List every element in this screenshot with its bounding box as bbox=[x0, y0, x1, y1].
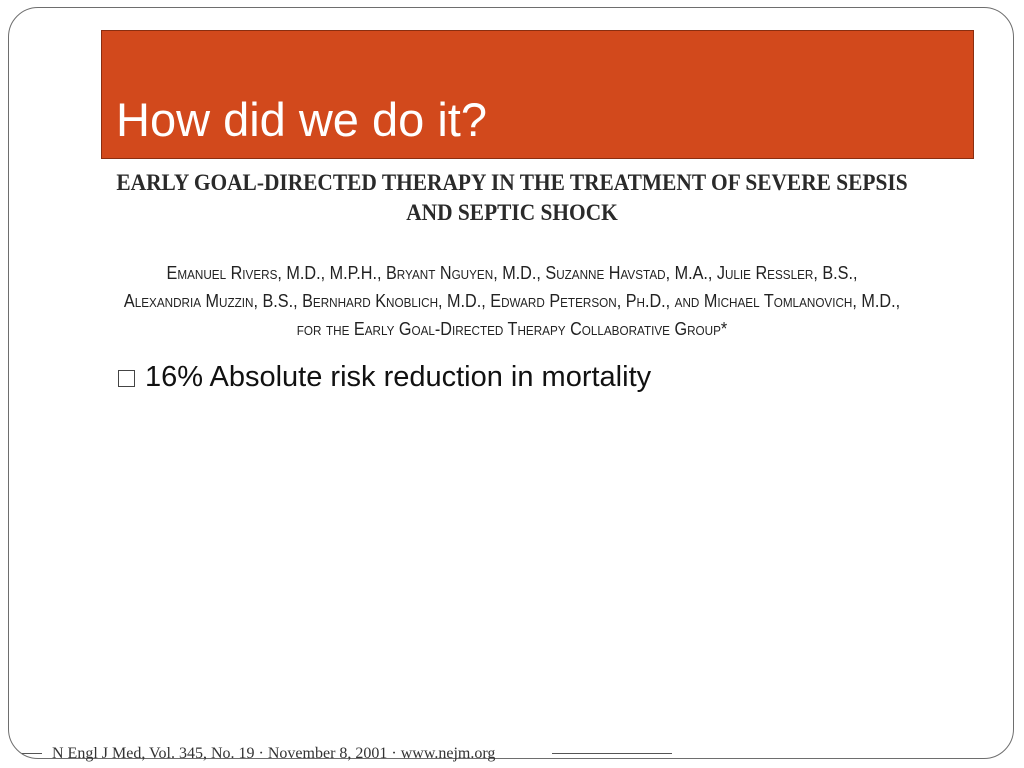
paper-authors bbox=[96, 259, 928, 343]
slide-title: How did we do it? bbox=[116, 93, 487, 146]
citation-footer bbox=[0, 740, 1024, 768]
authors-line-2: Alexandria Muzzin, B.S., Bernhard Knoblich, M.D., Edward Peterson, Ph.D., and Michael Tomlanovich, M.D., bbox=[123, 291, 901, 311]
bullet-item bbox=[118, 358, 651, 396]
paper-title-line-2: AND SEPTIC SHOCK bbox=[406, 200, 618, 225]
paper-title bbox=[92, 168, 933, 228]
bullet-text: 16% Absolute risk reduction in mortality bbox=[145, 361, 652, 393]
citation-rule-right bbox=[552, 753, 672, 754]
citation-rule-left bbox=[22, 753, 42, 754]
title-bar bbox=[101, 30, 974, 159]
bullet-box-icon bbox=[118, 370, 135, 387]
authors-line-1: Emanuel Rivers, M.D., M.P.H., Bryant Nguyen, M.D., Suzanne Havstad, M.A., Julie Ressler, B.S., bbox=[166, 263, 858, 283]
paper-title-line-1: EARLY GOAL-DIRECTED THERAPY IN THE TREATMENT OF SEVERE SEPSIS bbox=[116, 170, 908, 195]
citation-text: N Engl J Med, Vol. 345, No. 19 · November 8, 2001 · www.nejm.org bbox=[52, 745, 496, 762]
authors-line-3: for the Early Goal-Directed Therapy Collaborative Group* bbox=[296, 319, 728, 339]
